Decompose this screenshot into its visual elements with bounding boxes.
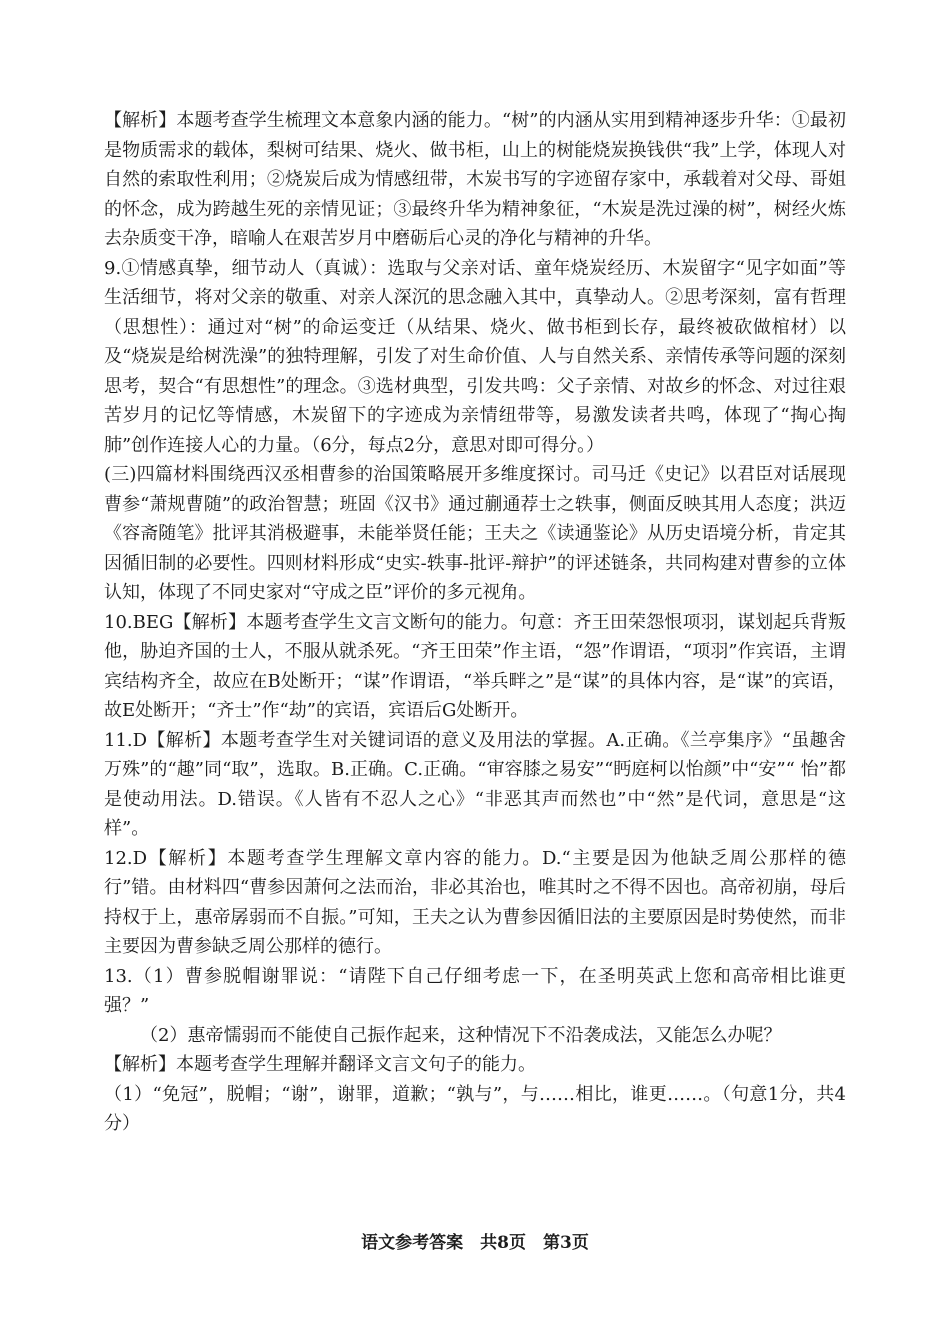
analysis-question-8: 【解析】本题考查学生梳理文本意象内涵的能力。“树”的内涵从实用到精神逐步升华：①最初是物质需求的载体，梨树可结果、烧火、做书柜，山上的树能烧炭换钱供“我”上学，体现人对自然的索取性利用；②烧炭后成为情感纽带，木炭书写的字迹留存家中，承载着对父母、哥姐的怀念，成为跨越生死的亲情见证；③最终升华为精神象征，“木炭是洗过澡的树”，树经火炼去杂质变干净，暗喻人在艰苦岁月中磨砺后心灵的净化与精神的升华。 [104, 110, 846, 249]
answer-question-13-part-2: （2）惠帝懦弱而不能使自己振作起来，这种情况下不沿袭成法，又能怎么办呢？ [140, 1024, 782, 1046]
page-footer: 语文参考答案 共8页 第3页 [361, 1233, 589, 1253]
answer-question-11: 11.D【解析】本题考查学生对关键词语的意义及用法的掌握。A.正确。《兰亭集序》“虽趣舍万殊”的“趣”同“取”，选取。B.正确。C.正确。“审容膝之易安”“眄庭柯以怡颜”中“安”“ 怡”都是使动用法。D.错误。《人皆有不忍人之心》“非恶其声而然也”中“然”是代词，意思是“这样”。 [104, 729, 846, 839]
answer-question-12: 12.D【解析】本题考查学生理解文章内容的能力。D.“主要是因为他缺乏周公那样的德行”错。由材料四“曹参因萧何之法而治，非必其治也，唯其时之不得不因也。高帝初崩，母后持权于上，惠帝孱弱而不自振。”可知，王夫之认为曹参因循旧法的主要原因是时势使然，而非主要因为曹参缺乏周公那样的德行。 [104, 847, 846, 957]
answer-question-10: 10.BEG【解析】本题考查学生文言文断句的能力。句意：齐王田荣怨恨项羽，谋划起兵背叛他，胁迫齐国的士人，不服从就杀死。“齐王田荣”作主语，“怨”作谓语，“项羽”作宾语，主谓宾结构齐全，故应在B处断开；“谋”作谓语，“举兵畔之”是“谋”的具体内容，是“谋”的宾语，故E处断开；“齐士”作“劫”的宾语，宾语后G处断开。 [104, 611, 846, 721]
answer-question-9: 9.①情感真挚，细节动人（真诚）：选取与父亲对话、童年烧炭经历、木炭留字“见字如面”等生活细节，将对父亲的敬重、对亲人深沉的思念融入其中，真挚动人。②思考深刻，富有哲理（思想性）：通过对“树”的命运变迁（从结果、烧火、做书柜到长存，最终被砍做棺材）以及“烧炭是给树洗澡”的独特理解，引发了对生命价值、人与自然关系、亲情传承等问题的深刻思考，契合“有思想性”的理念。③选材典型，引发共鸣：父子亲情、对故乡的怀念、对过往艰苦岁月的记忆等情感，木炭留下的字迹成为亲情纽带等，易激发读者共鸣，体现了“掏心掏肺”创作连接人心的力量。（6分，每点2分，意思对即可得分。） [104, 257, 846, 456]
analysis-question-13: 【解析】本题考查学生理解并翻译文言文句子的能力。 [104, 1054, 536, 1075]
answer-question-13-part-1: 13.（1）曹参脱帽谢罪说：“请陛下自己仔细考虑一下，在圣明英武上您和高帝相比谁更强？” [104, 965, 846, 1016]
scoring-question-13-part-1: （1）“免冠”，脱帽；“谢”，谢罪，道歉；“孰与”，与……相比，谁更……。（句意1分，共4分） [104, 1083, 846, 1134]
section-three-summary: (三)四篇材料围绕西汉丞相曹参的治国策略展开多维度探讨。司马迁《史记》以君臣对话展现曹参“萧规曹随”的政治智慧；班固《汉书》通过蒯通荐士之轶事，侧面反映其用人态度；洪迈《容斋随笔》批评其消极避事，未能举贤任能；王夫之《读通鉴论》从历史语境分析，肯定其因循旧制的必要性。四则材料形成“史实-轶事-批评-辩护”的评述链条，共同构建对曹参的立体认知，体现了不同史家对“守成之臣”评价的多元视角。 [104, 464, 846, 603]
